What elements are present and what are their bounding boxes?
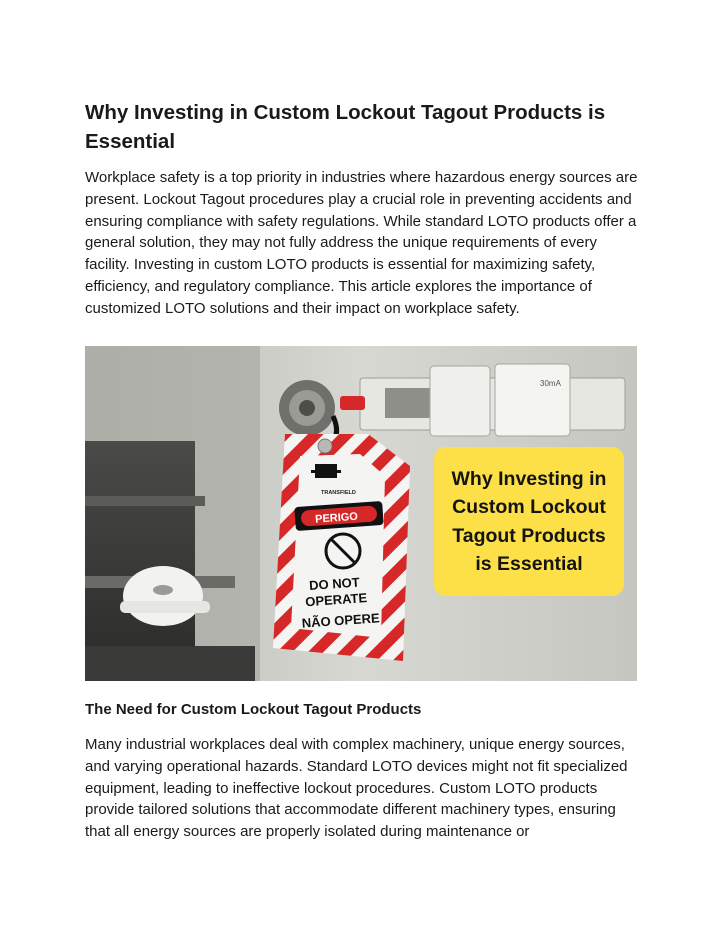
tag-line-1: DO NOT <box>308 574 361 594</box>
tag-line-2: OPERATE <box>304 590 368 610</box>
intro-paragraph: Workplace safety is a top priority in industries where hazardous energy sources are present. Lockout Tagout procedures play a crucial role in preventing accidents and ensuring compliance with safety regulations. While standard LOTO products offer a general solution, they may not fully address the unique requirements of every facility. Investing in custom LOTO products is essential for maximizing safety, efficiency, and regulatory compliance. This article explores the importance of customized LOTO solutions and their impact on workplace safety. <box>85 169 638 317</box>
hero-callout-text: Why Investing in Custom Lockout Tagout Products is Essential <box>451 467 607 575</box>
hero-image <box>85 346 637 681</box>
section-paragraph: Many industrial workplaces deal with complex machinery, unique energy sources, and varying operational hazards. Standard LOTO devices might not fit specialized equipment, leading to ineffective lockout procedures. Custom LOTO products provide tailored solutions that accommodate different machinery types, ensuring that all energy sources are properly isolated during maintenance or <box>85 736 628 841</box>
tag-danger-label: PERIGO <box>314 510 359 526</box>
page-title: Why Investing in Custom Lockout Tagout Products is Essential <box>85 101 606 153</box>
breaker-rating-text: 30mA <box>540 379 561 388</box>
lockout-tag <box>273 434 410 661</box>
tag-brand: TRANSFIELD <box>321 490 356 496</box>
hero-callout-box <box>434 447 624 596</box>
tag-line-3: NÃO OPERE <box>301 610 381 631</box>
section-heading: The Need for Custom Lockout Tagout Products <box>85 701 422 718</box>
